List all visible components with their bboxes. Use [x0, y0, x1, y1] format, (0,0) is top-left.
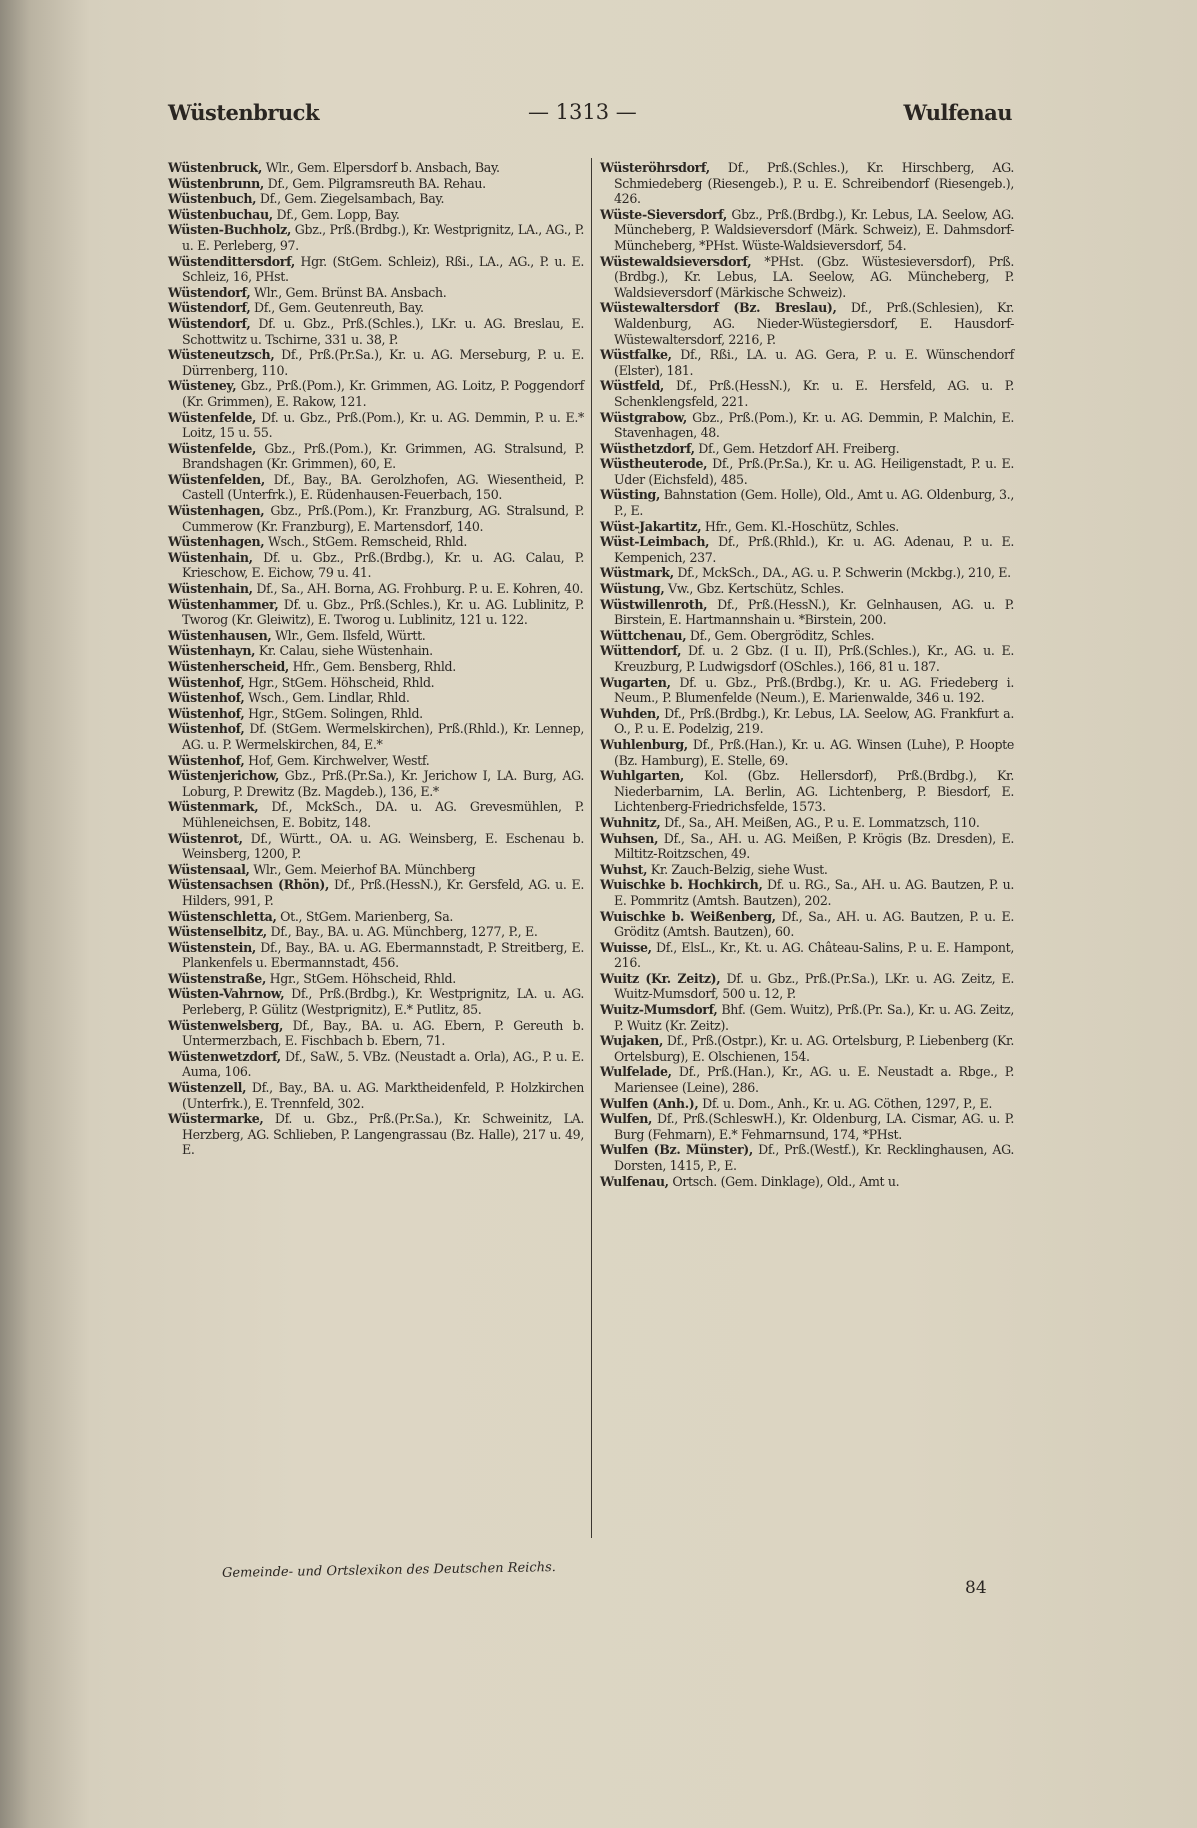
gazetteer-entry	[168, 441, 584, 472]
entry-text: Hgr. (StGem. Schleiz), Rßi., LA., AG., P. u. E. Schleiz, 16, PHst.	[182, 253, 584, 285]
entry-headword: Wüstenschletta,	[168, 908, 277, 924]
entry-headword: Wüsteneutzsch,	[168, 347, 275, 363]
entry-headword: Wuhst,	[600, 861, 648, 877]
entry-headword: Wuhlgarten,	[600, 768, 684, 784]
entry-text: Df., MckSch., DA. u. AG. Grevesmühlen, P. Mühleneichsen, E. Bobitz, 148.	[182, 799, 584, 830]
gazetteer-entry	[168, 160, 584, 176]
entry-text: Df., Bay., BA. u. AG. Ebern, P. Gereuth b. Untermerzbach, E. Fischbach b. Ebern, 71.	[182, 1017, 584, 1049]
entry-text: Hfr., Gem. Kl.-Hoschütz, Schles.	[701, 518, 899, 534]
gazetteer-entry	[168, 191, 584, 207]
entry-headword: Wüsting,	[600, 487, 661, 503]
entry-text: Df., SaW., 5. VBz. (Neustadt a. Orla), AG., P. u. E. Auma, 106.	[182, 1048, 584, 1080]
entry-text: Df., Prß.(Schles.), Kr. Hirschberg, AG. Schmiedeberg (Riesengeb.), P. u. E. Schreibendorf (Riesengeb.), 426.	[614, 160, 1014, 207]
gazetteer-entry	[600, 378, 1014, 409]
gazetteer-entry	[168, 472, 584, 503]
entry-headword: Wüstenstraße,	[168, 970, 266, 986]
entry-headword: Wüstenwelsberg,	[168, 1017, 283, 1033]
gazetteer-entry	[168, 909, 584, 925]
gazetteer-entry	[600, 581, 1014, 597]
entry-headword: Wüsten-Vahrnow,	[168, 986, 285, 1002]
gazetteer-entry	[168, 690, 584, 706]
entry-headword: Wüstmark,	[600, 565, 674, 581]
entry-text: Df. u. Gbz., Prß.(Pr.Sa.), LKr. u. AG. Zeitz, E. Wuitz-Mumsdorf, 500 u. 12, P.	[614, 970, 1014, 1002]
entry-text: Df., Prß.(Brdbg.), Kr. Westprignitz, LA. u. AG. Perleberg, P. Gülitz (Westprignitz), E.* Putlitz, 85.	[182, 986, 584, 1018]
entry-headword: Wüstenhagen,	[168, 534, 265, 550]
entry-text: Df., Prß.(SchleswH.), Kr. Oldenburg, LA. Cismar, AG. u. P. Burg (Fehmarn), E.* Fehmarnsund, 174, *PHst.	[614, 1111, 1014, 1142]
entry-text: Df., Gem. Ziegelsambach, Bay.	[256, 191, 445, 207]
entry-text: Df., Prß.(HessN.), Kr. Gelnhausen, AG. u. P. Birstein, E. Hartmannshain u. *Birstein, 200.	[614, 596, 1014, 628]
entry-text: Vw., Gbz. Kertschütz, Schles.	[664, 581, 844, 597]
entry-headword: Wüste-Sieversdorf,	[600, 206, 727, 222]
entry-text: Hgr., StGem. Höhscheid, Rhld.	[244, 674, 435, 690]
gazetteer-entry	[168, 581, 584, 597]
gazetteer-entry	[600, 643, 1014, 674]
gazetteer-entry	[600, 519, 1014, 535]
gazetteer-entry	[600, 971, 1014, 1002]
entry-headword: Wüstenbuchau,	[168, 206, 273, 222]
gazetteer-entry	[600, 815, 1014, 831]
entry-text: Hof, Gem. Kirchwelver, Westf.	[244, 752, 430, 768]
gazetteer-entry	[600, 487, 1014, 518]
entry-headword: Wüsteröhrsdorf,	[600, 160, 710, 175]
entry-headword: Wulfenau,	[600, 1173, 669, 1189]
entry-text: Df. u. 2 Gbz. (I u. II), Prß.(Schles.), Kr., AG. u. E. Kreuzburg, P. Ludwigsdorf (OSchles.), 166, 81 u. 187.	[614, 643, 1014, 674]
entry-text: Df., Prß.(Ostpr.), Kr. u. AG. Ortelsburg, P. Liebenberg (Kr. Ortelsburg), E. Olschienen, 154.	[614, 1033, 1014, 1064]
left-column	[168, 160, 584, 1158]
entry-text: Gbz., Prß.(Brdbg.), Kr. Lebus, LA. Seelow, AG. Müncheberg, P. Waldsieversdorf (Märk. Schweiz), E. Dahmsdorf-Müncheberg, *PHst. Wüste-Waldsieversdorf, 54.	[614, 206, 1014, 253]
entry-text: Gbz., Prß.(Pom.), Kr. Grimmen, AG. Loitz, P. Poggendorf (Kr. Grimmen), E. Rakow, 121.	[182, 378, 584, 409]
gazetteer-entry	[168, 347, 584, 378]
entry-headword: Wüstenhain,	[168, 549, 253, 565]
entry-text: Df., Prß.(Pr.Sa.), Kr. u. AG. Merseburg, P. u. E. Dürrenberg, 110.	[182, 347, 584, 378]
entry-text: Df. u. Gbz., Prß.(Brdbg.), Kr. u. AG. Friedeberg i. Neum., P. Blumenfelde (Neum.), E. Marienwalde, 346 u. 192.	[614, 674, 1014, 706]
gazetteer-entry	[168, 1111, 584, 1158]
gazetteer-entry	[600, 347, 1014, 378]
gazetteer-entry	[168, 285, 584, 301]
entry-headword: Wüstenbuch,	[168, 191, 257, 207]
entry-headword: Wüstenfelden,	[168, 471, 265, 487]
entry-headword: Wüstenwetzdorf,	[168, 1048, 281, 1064]
entry-text: Df. u. Gbz., Prß.(Schles.), Kr. u. AG. Lublinitz, P. Tworog (Kr. Gleiwitz), E. Tworog u. Lublinitz, 121 u. 122.	[182, 596, 584, 628]
gazetteer-entry	[168, 597, 584, 628]
gazetteer-entry	[168, 643, 584, 659]
entry-text: Df., Sa., AH. Borna, AG. Frohburg. P. u. E. Kohren, 40.	[252, 581, 584, 597]
entry-text: Hgr., StGem. Höhscheid, Rhld.	[265, 970, 456, 986]
gazetteer-entry	[168, 799, 584, 830]
page-number: — 1313 —	[528, 100, 637, 124]
entry-headword: Wüstenzell,	[168, 1080, 247, 1096]
gazetteer-entry	[168, 971, 584, 987]
entry-headword: Wüstenstein,	[168, 939, 256, 955]
gazetteer-entry	[168, 176, 584, 192]
entry-text: Df. u. Gbz., Prß.(Pom.), Kr. u. AG. Demmin, P. u. E.* Loitz, 15 u. 55.	[182, 409, 584, 441]
entry-headword: Wulfelade,	[600, 1064, 672, 1080]
entry-text: Wlr., Gem. Meierhof BA. Münchberg	[249, 861, 476, 877]
entry-text: Df., Prß.(Han.), Kr., AG. u. E. Neustadt a. Rbge., P. Mariensee (Leine), 286.	[614, 1064, 1014, 1096]
gazetteer-entry	[168, 254, 584, 285]
gazetteer-entry	[168, 877, 584, 908]
entry-headword: Wüstenhof,	[168, 721, 245, 737]
entry-headword: Wüst-Leimbach,	[600, 534, 710, 550]
gazetteer-entry	[168, 721, 584, 752]
gazetteer-entry	[168, 1018, 584, 1049]
entry-headword: Wüstenmark,	[168, 799, 259, 815]
entry-text: Df., Gem. Lopp, Bay.	[272, 206, 400, 222]
gazetteer-entry	[600, 768, 1014, 815]
gazetteer-entry	[600, 628, 1014, 644]
gazetteer-entry	[600, 1033, 1014, 1064]
entry-text: Df. u. RG., Sa., AH. u. AG. Bautzen, P. u. E. Pommritz (Amtsh. Bautzen), 202.	[614, 877, 1014, 908]
entry-text: Df., Prß.(HessN.), Kr. u. E. Hersfeld, AG. u. P. Schenklengsfeld, 221.	[614, 378, 1014, 409]
entry-headword: Wuhlenburg,	[600, 736, 688, 752]
entry-text: Df., Prß.(Brdbg.), Kr. Lebus, LA. Seelow, AG. Frankfurt a. O., P. u. E. Podelzig, 219.	[614, 705, 1014, 737]
gazetteer-entry	[168, 924, 584, 940]
entry-headword: Wüstensaal,	[168, 861, 250, 877]
gazetteer-entry	[600, 940, 1014, 971]
entry-headword: Wüstfeld,	[600, 378, 664, 394]
entry-headword: Wüstendorf,	[168, 315, 251, 331]
entry-headword: Wüstendittersdorf,	[168, 253, 295, 269]
entry-headword: Wulfen,	[600, 1111, 653, 1127]
gazetteer-entry	[168, 986, 584, 1017]
gazetteer-entry	[600, 862, 1014, 878]
entry-headword: Wüstenherscheid,	[168, 659, 289, 674]
entry-text: Kr. Zauch-Belzig, siehe Wust.	[647, 861, 828, 877]
entry-text: Df., Rßi., LA. u. AG. Gera, P. u. E. Wünschendorf (Elster), 181.	[614, 347, 1014, 378]
entry-text: *PHst. (Gbz. Wüstesieversdorf), Prß.(Brdbg.), Kr. Lebus, LA. Seelow, AG. Müncheberg, P. Waldsieversdorf (Märkische Schweiz).	[614, 253, 1014, 300]
entry-headword: Wulfen (Bz. Münster),	[600, 1142, 753, 1158]
entry-headword: Wüsten-Buchholz,	[168, 222, 291, 238]
gazetteer-entry	[600, 1174, 1014, 1190]
gazetteer-entry	[600, 737, 1014, 768]
entry-text: Df., Prß.(Schlesien), Kr. Waldenburg, AG. Nieder-Wüstegiersdorf, E. Hausdorf-Wüstewaltersdorf, 2216, P.	[614, 300, 1014, 347]
entry-headword: Wüstermarke,	[168, 1111, 264, 1127]
entry-text: Gbz., Prß.(Pom.), Kr. Grimmen, AG. Stralsund, P. Brandshagen (Kr. Grimmen), 60, E.	[182, 440, 584, 472]
entry-text: Hfr., Gem. Bensberg, Rhld.	[288, 659, 456, 674]
entry-text: Df., MckSch., DA., AG. u. P. Schwerin (Mckbg.), 210, E.	[673, 565, 1011, 581]
running-head-left: Wüstenbruck	[168, 100, 320, 125]
entry-headword: Wüstenjerichow,	[168, 768, 280, 784]
entry-headword: Wuhnitz,	[600, 814, 661, 830]
entry-text: Gbz., Prß.(Brdbg.), Kr. Westprignitz, LA., AG., P. u. E. Perleberg, 97.	[182, 222, 584, 253]
entry-text: Df. u. Gbz., Prß.(Pr.Sa.), Kr. Schweinitz, LA. Herzberg, AG. Schlieben, P. Langengrassau (Bz. Halle), 217 u. 49, E.	[182, 1111, 584, 1158]
gazetteer-entry	[168, 940, 584, 971]
entry-headword: Wüttchenau,	[600, 627, 687, 643]
gazetteer-entry	[600, 706, 1014, 737]
gazetteer-entry	[168, 550, 584, 581]
entry-headword: Wüstenhof,	[168, 752, 245, 768]
entry-headword: Wüstenhagen,	[168, 503, 265, 519]
entry-text: Bahnstation (Gem. Holle), Old., Amt u. AG. Oldenburg, 3., P., E.	[614, 487, 1014, 519]
entry-text: Gbz., Prß.(Pr.Sa.), Kr. Jerichow I, LA. Burg, AG. Loburg, P. Drewitz (Bz. Magdeb.), 136, E.*	[182, 768, 584, 799]
entry-text: Df., Bay., BA. u. AG. Ebermannstadt, P. Streitberg, E. Plankenfels u. Ebermannstadt, 456.	[182, 939, 584, 971]
entry-headword: Wüsthetzdorf,	[600, 440, 695, 456]
entry-text: Df., Sa., AH. u. AG. Meißen, P. Krögis (Bz. Dresden), E. Miltitz-Roitzschen, 49.	[614, 830, 1014, 862]
entry-headword: Wüstenhof,	[168, 690, 245, 706]
entry-text: Wsch., Gem. Lindlar, Rhld.	[244, 690, 410, 706]
gazetteer-entry	[168, 753, 584, 769]
entry-headword: Wüstenfelde,	[168, 440, 257, 456]
gazetteer-entry	[600, 1002, 1014, 1033]
entry-text: Kr. Calau, siehe Wüstenhain.	[255, 643, 433, 659]
gazetteer-entry	[168, 675, 584, 691]
gazetteer-entry	[600, 675, 1014, 706]
entry-headword: Wujaken,	[600, 1033, 663, 1049]
entry-text: Df., Prß.(HessN.), Kr. Gersfeld, AG. u. E. Hilders, 991, P.	[182, 877, 584, 908]
entry-text: Df., Prß.(Han.), Kr. u. AG. Winsen (Luhe), P. Hoopte (Bz. Hamburg), E. Stelle, 69.	[614, 736, 1014, 768]
entry-headword: Wüstenhausen,	[168, 627, 272, 643]
gazetteer-entry	[600, 456, 1014, 487]
entry-headword: Wüstewaldsieversdorf,	[600, 253, 752, 269]
gazetteer-entry	[600, 160, 1014, 207]
entry-text: Df. u. Gbz., Prß.(Schles.), LKr. u. AG. Breslau, E. Schottwitz u. Tschirne, 331 u. 38, P.	[182, 315, 584, 347]
entry-headword: Wüstewaltersdorf (Bz. Breslau),	[600, 300, 837, 316]
gazetteer-entry	[168, 503, 584, 534]
entry-text: Df., Gem. Geutenreuth, Bay.	[250, 300, 424, 316]
entry-headword: Wüstendorf,	[168, 300, 251, 316]
gazetteer-entry	[168, 628, 584, 644]
entry-text: Wlr., Gem. Elpersdorf b. Ansbach, Bay.	[262, 160, 500, 175]
entry-headword: Wuischke b. Weißenberg,	[600, 908, 776, 924]
entry-text: Wlr., Gem. Brünst BA. Ansbach.	[250, 284, 447, 300]
entry-headword: Wüst-Jakartitz,	[600, 518, 702, 534]
gazetteer-entry	[600, 441, 1014, 457]
entry-text: Kol. (Gbz. Hellersdorf), Prß.(Brdbg.), Kr. Niederbarnim, LA. Berlin, AG. Lichtenberg, P. Biesdorf, E. Lichtenberg-Friedrichsfelde, 1573.	[614, 768, 1014, 815]
entry-text: Hgr., StGem. Solingen, Rhld.	[244, 705, 423, 721]
entry-text: Df. u. Dom., Anh., Kr. u. AG. Cöthen, 1297, P., E.	[698, 1095, 992, 1111]
gazetteer-entry	[600, 1111, 1014, 1142]
entry-text: Df., Sa., AH. Meißen, AG., P. u. E. Lommatzsch, 110.	[660, 814, 980, 830]
entry-text: Df. (StGem. Wermelskirchen), Prß.(Rhld.), Kr. Lennep, AG. u. P. Wermelskirchen, 84, E.*	[182, 721, 584, 752]
entry-headword: Wüstensachsen (Rhön),	[168, 877, 330, 893]
gazetteer-entry	[600, 877, 1014, 908]
entry-headword: Wuischke b. Hochkirch,	[600, 877, 763, 893]
gazetteer-entry	[168, 300, 584, 316]
gazetteer-entry	[600, 254, 1014, 301]
entry-headword: Wüsteney,	[168, 378, 237, 394]
gazetteer-entry	[600, 1142, 1014, 1173]
entry-text: Df. u. Gbz., Prß.(Brdbg.), Kr. u. AG. Calau, P. Krieschow, E. Eichow, 79 u. 41.	[182, 549, 584, 581]
entry-text: Df., Prß.(Pr.Sa.), Kr. u. AG. Heiligenstadt, P. u. E. Uder (Eichsfeld), 485.	[614, 456, 1014, 487]
entry-text: Df., Prß.(Westf.), Kr. Recklinghausen, AG. Dorsten, 1415, P., E.	[614, 1142, 1014, 1173]
gazetteer-entry	[168, 378, 584, 409]
entry-headword: Wuhsen,	[600, 830, 659, 846]
entry-headword: Wüstenhof,	[168, 705, 245, 721]
entry-text: Df., Sa., AH. u. AG. Bautzen, P. u. E. Gröditz (Amtsh. Bautzen), 60.	[614, 908, 1014, 940]
entry-text: Df., Bay., BA. u. AG. Marktheidenfeld, P. Holzkirchen (Unterfrk.), E. Trennfeld, 302.	[182, 1080, 584, 1111]
entry-headword: Wüstenbruck,	[168, 160, 263, 175]
gazetteer-entry	[168, 831, 584, 862]
gazetteer-entry	[168, 1080, 584, 1111]
entry-headword: Wuitz-Mumsdorf,	[600, 1002, 718, 1018]
entry-headword: Wüttendorf,	[600, 643, 682, 659]
entry-headword: Wüstwillenroth,	[600, 596, 708, 612]
gazetteer-entry	[168, 222, 584, 253]
entry-headword: Wulfen (Anh.),	[600, 1095, 699, 1111]
gazetteer-entry	[600, 831, 1014, 862]
entry-text: Wsch., StGem. Remscheid, Rhld.	[264, 534, 467, 550]
footer-title: Gemeinde- und Ortslexikon des Deutschen Reichs.	[221, 1560, 556, 1581]
entry-text: Df., Gem. Hetzdorf AH. Freiberg.	[694, 440, 900, 456]
entry-headword: Wüstheuterode,	[600, 456, 708, 472]
entry-text: Df., ElsL., Kr., Kt. u. AG. Château-Salins, P. u. E. Hampont, 216.	[614, 939, 1014, 971]
gazetteer-entry	[600, 565, 1014, 581]
entry-text: Wlr., Gem. Ilsfeld, Württ.	[271, 627, 426, 643]
gazetteer-entry	[600, 300, 1014, 347]
entry-text: Gbz., Prß.(Pom.), Kr. Franzburg, AG. Stralsund, P. Cummerow (Kr. Franzburg), E. Martensdorf, 140.	[182, 503, 584, 534]
column-divider	[591, 158, 592, 1538]
entry-headword: Wüstenhammer,	[168, 596, 279, 612]
entry-text: Gbz., Prß.(Pom.), Kr. u. AG. Demmin, P. Malchin, E. Stavenhagen, 48.	[614, 409, 1014, 441]
gazetteer-entry	[600, 410, 1014, 441]
entry-text: Df., Bay., BA. Gerolzhofen, AG. Wiesentheid, P. Castell (Unterfrk.), E. Rüdenhausen-Feuerbach, 150.	[182, 471, 584, 503]
gazetteer-entry	[600, 1096, 1014, 1112]
entry-headword: Wugarten,	[600, 674, 671, 690]
gazetteer-entry	[600, 1064, 1014, 1095]
entry-headword: Wüstenrot,	[168, 830, 243, 846]
gazetteer-entry	[168, 862, 584, 878]
entry-headword: Wüstenhof,	[168, 674, 245, 690]
entry-headword: Wüstendorf,	[168, 284, 251, 300]
gazetteer-entry	[600, 909, 1014, 940]
gazetteer-entry	[168, 534, 584, 550]
entry-headword: Wüstenbrunn,	[168, 175, 264, 191]
gazetteer-entry	[168, 207, 584, 223]
entry-headword: Wuisse,	[600, 939, 652, 955]
entry-text: Df., Bay., BA. u. AG. Münchberg, 1277, P., E.	[266, 924, 538, 940]
entry-text: Ortsch. (Gem. Dinklage), Old., Amt u.	[668, 1173, 900, 1189]
gazetteer-entry	[168, 1049, 584, 1080]
gazetteer-entry	[600, 207, 1014, 254]
right-column	[600, 160, 1014, 1189]
entry-headword: Wuhden,	[600, 705, 660, 721]
entry-text: Df., Württ., OA. u. AG. Weinsberg, E. Eschenau b. Weinsberg, 1200, P.	[182, 830, 584, 862]
gazetteer-entry	[600, 597, 1014, 628]
entry-headword: Wüstenselbitz,	[168, 924, 267, 940]
entry-headword: Wüstenhayn,	[168, 643, 256, 659]
entry-headword: Wuitz (Kr. Zeitz),	[600, 970, 721, 986]
entry-text: Bhf. (Gem. Wuitz), Prß.(Pr. Sa.), Kr. u. AG. Zeitz, P. Wuitz (Kr. Zeitz).	[614, 1002, 1014, 1033]
gazetteer-entry	[168, 768, 584, 799]
gazetteer-entry	[600, 534, 1014, 565]
gazetteer-entry	[168, 410, 584, 441]
entry-headword: Wüstfalke,	[600, 347, 672, 363]
entry-text: Ot., StGem. Marienberg, Sa.	[276, 908, 454, 924]
entry-text: Df., Prß.(Rhld.), Kr. u. AG. Adenau, P. u. E. Kempenich, 237.	[614, 534, 1014, 565]
signature-mark: 84	[965, 1578, 987, 1598]
entry-headword: Wüstenhain,	[168, 581, 253, 597]
entry-text: Df., Gem. Obergröditz, Schles.	[686, 627, 875, 643]
gazetteer-entry	[168, 659, 584, 675]
entry-headword: Wüstung,	[600, 581, 665, 597]
gazetteer-entry	[168, 316, 584, 347]
entry-headword: Wüstenfelde,	[168, 409, 257, 425]
entry-text: Df., Gem. Pilgramsreuth BA. Rehau.	[263, 175, 486, 191]
entry-headword: Wüstgrabow,	[600, 409, 687, 425]
gazetteer-entry	[168, 706, 584, 722]
running-head-right: Wulfenau	[903, 100, 1012, 125]
